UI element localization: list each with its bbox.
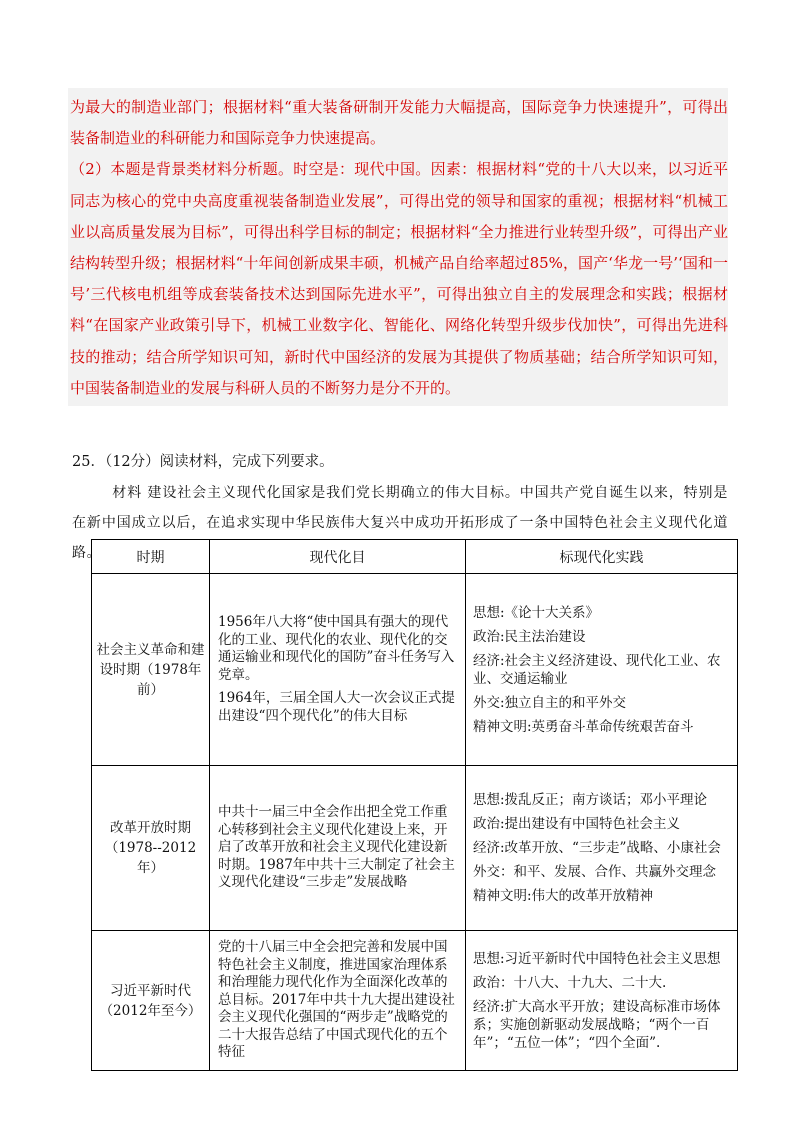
table-row bbox=[92, 766, 738, 931]
answer-analysis bbox=[70, 92, 728, 404]
header-goal: 现代化目 bbox=[210, 540, 466, 574]
row1-period: 社会主义革命和建设时期（1978年前） bbox=[92, 574, 210, 766]
header-period: 时期 bbox=[92, 540, 210, 574]
row3-practice-item: 政治：十八大、十九大、二十大. bbox=[473, 974, 667, 991]
row2-period: 改革开放时期（1978--2012年） bbox=[92, 766, 210, 931]
row2-practice bbox=[466, 766, 738, 931]
row3-practice bbox=[466, 931, 738, 1071]
row2-practice-item: 外交：和平、发展、合作、共赢外交理念 bbox=[473, 864, 716, 880]
row1-practice bbox=[466, 574, 738, 766]
row2-goal-1: 中共十一届三中全会作出把全党工作重心转移到社会主义现代化建设上来，开启了改革开放和社会主义现代化建设新时期。1987年中共十三大制定了社会主义现代化建设“三步走”发展战略 bbox=[218, 804, 455, 891]
table-header-row bbox=[92, 540, 738, 574]
row2-practice-item: 思想:拨乱反正；南方谈话；邓小平理论 bbox=[473, 792, 708, 808]
table-row bbox=[92, 931, 738, 1071]
row2-goals bbox=[210, 766, 466, 931]
row1-goal-2: 1964年，三届全国人大一次会议正式提出建设“四个现代化”的伟大目标 bbox=[218, 690, 455, 724]
row1-practice-item: 政治:民主法治建设 bbox=[473, 628, 586, 645]
row2-practice-item: 经济:改革开放、“三步走”战略、小康社会 bbox=[473, 840, 721, 856]
row1-goals bbox=[210, 574, 466, 766]
table-row bbox=[92, 574, 738, 766]
question-header: 25．（12分）阅读材料，完成下列要求。 bbox=[72, 454, 334, 470]
modernization-table bbox=[91, 539, 738, 1071]
row1-practice-item: 精神文明:英勇奋斗革命传统艰苦奋斗 bbox=[473, 718, 694, 735]
answer-paragraph-2: （2）本题是背景类材料分析题。时空是：现代中国。因素：根据材料“党的十八大以来，以习近平同志为核心的党中央高度重视装备制造业发展”，可得出党的领导和国家的重视；根据材料“机械工业以高质量发展为目标”，可得出科学目标的制定；根据材料“全力推进行业转型升级”，可得出产业结构转型升级；根据材料“十年间创新成果丰硕，机械产品自给率超过85%，国产‘华龙一号’‘国和一号’三代核电机组等成套装备技术达到国际先进水平”，可得出独立自主的发展理念和实践；根据材料“在国家产业政策引导下，机械工业数字化、智能化、网络化转型升级步伐加快”，可得出先进科技的推动；结合所学知识可知，新时代中国经济的发展为其提供了物质基础；结合所学知识可知，中国装备制造业的发展与科研人员的不断努力是分不开的。 bbox=[70, 160, 728, 397]
answer-paragraph-1: 为最大的制造业部门；根据材料“重大装备研制开发能力大幅提高，国际竞争力快速提升”，可得出装备制造业的科研能力和国际竞争力快速提高。 bbox=[70, 98, 728, 148]
row3-practice-item: 思想:习近平新时代中国特色社会主义思想 bbox=[473, 950, 721, 967]
row1-goal-1: 1956年八大将“使中国具有强大的现代化的工业、现代化的农业、现代化的交通运输业和现代化的国防”奋斗任务写入党章。 bbox=[218, 614, 455, 683]
row3-goals bbox=[210, 931, 466, 1071]
row2-practice-item: 政治:提出建设有中国特色社会主义 bbox=[473, 816, 681, 832]
row3-goal-1: 党的十八届三中全会把完善和发展中国特色社会主义制度，推进国家治理体系和治理能力现代化作为全面深化改革的总目标。2017年中共十九大提出建设社会主义现代化强国的“两步走”战略党的二十大报告总结了中国式现代化的五个特征 bbox=[218, 939, 455, 1061]
header-practice: 标现代化实践 bbox=[466, 540, 738, 574]
row1-practice-item: 经济:社会主义经济建设、现代化工业、农业、交通运输业 bbox=[473, 652, 721, 687]
material-text: 材料 建设社会主义现代化国家是我们党长期确立的伟大目标。中国共产党自诞生以来，特别是在新中国成立以后，在追求实现中华民族伟大复兴中成功开拓形成了一条中国特色社会主义现代化道路。 bbox=[72, 485, 728, 561]
row2-practice-item: 精神文明:伟大的改革开放精神 bbox=[473, 888, 654, 904]
row1-practice-item: 思想:《论十大关系》 bbox=[473, 604, 600, 621]
row3-period: 习近平新时代（2012年至今） bbox=[92, 931, 210, 1071]
row1-practice-item: 外交:独立自主的和平外交 bbox=[473, 694, 627, 711]
row3-practice-item: 经济:扩大高水平开放；建设高标准市场体系；实施创新驱动发展战略；“两个一百年”；“五位一体”；“四个全面”. bbox=[473, 998, 721, 1051]
